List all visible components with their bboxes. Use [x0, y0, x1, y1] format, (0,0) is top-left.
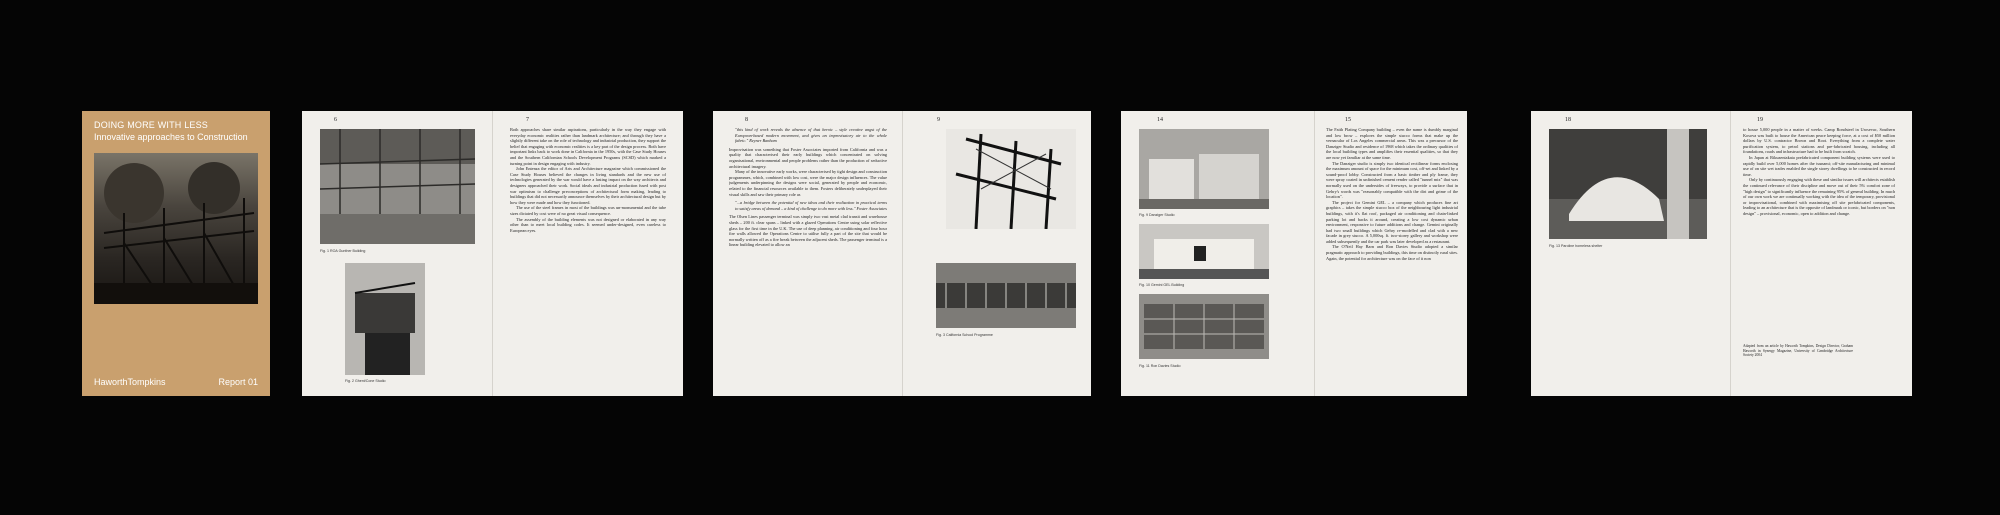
- article-credit: Adapted from an article by Haworth Tompkins, Design Director, Graham Haworth in Synergy Magazine, University of Cambridge Architecture Society 2004: [1743, 344, 1853, 358]
- figure-caption: Fig. 10 Gemini GEL Building: [1139, 283, 1185, 287]
- figure-photo: [320, 129, 475, 244]
- figure-caption: Fig. 2 Ghent/Cone Studio: [345, 379, 386, 383]
- spread-18-19: [1531, 111, 1912, 396]
- figure-caption: Fig. 3 California School Programme: [936, 333, 993, 337]
- body-text: Both approaches share similar aspirations, particularly in the way they engage with everyday economic realities rather than landmark architecture; and through they have a slightly different take on the role of technology and industrial production, they support the belief that engaging with economic realities is a key part of the design process. Both have important links back to work done in California in the 1950s, with the Case Study Houses and the Southern Californian Schools Development Programs (SCSD) which marked a turning point in design engaging with industry. John Entenza the editor of Arts and Architecture magazine which commissioned the Case Study Houses believed the changes in living standards and the new use of technologies generated by the war would have a lasting impact on the way architects and designers approached their work. Social ideals and industrial production fused with post war optimism to challenge preconceptions of architectural form making, leading to buildings that did not necessarily announce themselves by their architectural design but by how they were made and how they functioned. The use of the steel frames in most of the buildings was un-monumental and the tube sizes dictated by cost were of no great visual consequence. The assembly of the building elements was not designed or elaborated in any way other than to meet local building codes. It seemed under-designed, even careless to European eyes.: [510, 127, 666, 233]
- body-text: The Faith Plating Company building – even the name is dumbly marginal and low brow – explores the simple stucco forms that make up the vernacular of Los Angeles commercial areas. This was a precursor of the Danziger Studio and residence of 1968 which takes the ordinary qualities of the local building types and amplifies their essential qualities, so that they are now yet familiar at the same time. The Danziger studio is simply two identical rectilinear forms enclosing the maximum amount of space for the minimum cost, off-set and linked by a sound-proof lobby. Constructed from a basic timber and ply frame, they were spray coated in unfinished cement render called "tunnel mix" that was normally used on the undersides of freeways, to provide a surface that in Gehry's words was "reasonably compatible with the dirt and grime of the location". The project for Gemini GEL – a company which produces fine art graphics – takes the simple stucco box of the neighbouring light industrial buildings, with it's flat roof, packaged air conditioning and chain-linked parking lot and backs it around, creating a low cost dynamic urban environment, responsive to future additions and change. Gemini originally had two small buildings which Gehry re-modelled and clad with a new facade in grey stucco. A 5,000sq. ft. two-storey gallery and workshop were added subsequently and the car park was later developed as a restaurant. The O'Neil Hay Barn and Ron Davies Studio adopted a similar pragmatic approach to providing buildings, this time on distinctly rural sites. Again, the potential for architecture was on the face of it non: [1326, 127, 1458, 261]
- figure-photo: [946, 129, 1076, 229]
- figure-photo: [1139, 294, 1269, 359]
- figure-caption: Fig. 13 Paroline homeless shelter: [1549, 244, 1603, 248]
- cover-report-number: Report 01: [218, 377, 258, 387]
- cover-title: DOING MORE WITH LESS: [94, 120, 209, 130]
- cover-subtitle: Innovative approaches to Construction: [94, 132, 248, 142]
- figure-caption: Fig. 9 Danziger Studio: [1139, 213, 1175, 217]
- figure-photo: [345, 263, 425, 375]
- figure-photo: [1549, 129, 1707, 239]
- report-cover: [82, 111, 270, 396]
- spread-8-9: [713, 111, 1091, 396]
- spread-14-15: [1121, 111, 1467, 396]
- page-number: 9: [937, 117, 940, 123]
- page-number: 15: [1345, 117, 1351, 123]
- figure-caption: Fig. 1 ROA Gunther Building: [320, 249, 366, 253]
- page-number: 19: [1757, 117, 1763, 123]
- figure-photo: [936, 263, 1076, 328]
- page-number: 7: [526, 117, 529, 123]
- page-number: 14: [1157, 117, 1163, 123]
- body-text: "this kind of work reveals the absence of that heroic – style creative angst of the European-based modern movement, and gives an improvisatory air to the whole fabric." Reyner Banham Improvisation was something that Foster Associates imported from California and was a quality that characterised their early buildings which concentrated on solving organisational, environmental and people problems rather than the production of seductive architectural imagery. Many of the innovative early works, were characterised by tight design and construction programmes, which, combined with low cost, were the major design influences. The value judgements underpinning the designs were social, generated by people and economic, related to the financial resources available to them. Fosters deliberately underplayed their visual skills and saw their primary role as "...a bridge between the potential of new ideas and their realization in practical terms to satisfy areas of demand – a kind of challenge to do more with less." Foster Associates The Olsen Lines passenger terminal was simply two vast metal clad transit and warehouse sheds – 200 ft. clear spans – linked with a glazed Operations Centre using solar reflective glass for the first time in the U.K. The use of deep planning, air conditioning and four hour fire walls allowed the Operations Centre to utilise fully a part of the site that would be normally written off as a fire break between the adjacent sheds. The passenger terminal is a linear building elevated to allow an: [729, 127, 887, 248]
- cover-publisher: HaworthTompkins: [94, 377, 166, 387]
- figure-photo: [1139, 224, 1269, 279]
- cover-photo: [94, 153, 258, 304]
- page-number: 8: [745, 117, 748, 123]
- page-number: 6: [334, 117, 337, 123]
- figure-photo: [1139, 129, 1269, 209]
- page-number: 18: [1565, 117, 1571, 123]
- figure-caption: Fig. 11 Ron Davies Studio: [1139, 364, 1181, 368]
- spread-6-7: [302, 111, 683, 396]
- body-text: to house 5,000 people in a matter of weeks. Camp Rondsteel in Urosevac, Southern Kosova was built to house the American peace keeping force, at a cost of $50 million dollars by U.S. contractor Brown and Root. Everything from a complete water purification system, to petrol stations and pre-fabricated housing, including all foundations, roads and infrastructure had to be built from scratch. In Japan at Rikuzentakata prefabricated component building systems were used to rapidly build over 5,000 homes after the tsunami; off-site manufacturing and minimal use of on site wet trades enabled the single storey dwellings to be constructed in record time. Only by continuously engaging with these and similar issues will architects establish the continued relevance of their discipline and move out of their 5% comfort zone of "high design" to significantly influence the remaining 95% of general building. In much of our own work we are continually working with the idea of the temporary, provisional or improvisational, combined with maximising off site prefabricated components, leading to an architecture that is the opposite of landmark or iconic, but borders on "non design" – provisional, economic, open to addition and change.: [1743, 127, 1895, 216]
